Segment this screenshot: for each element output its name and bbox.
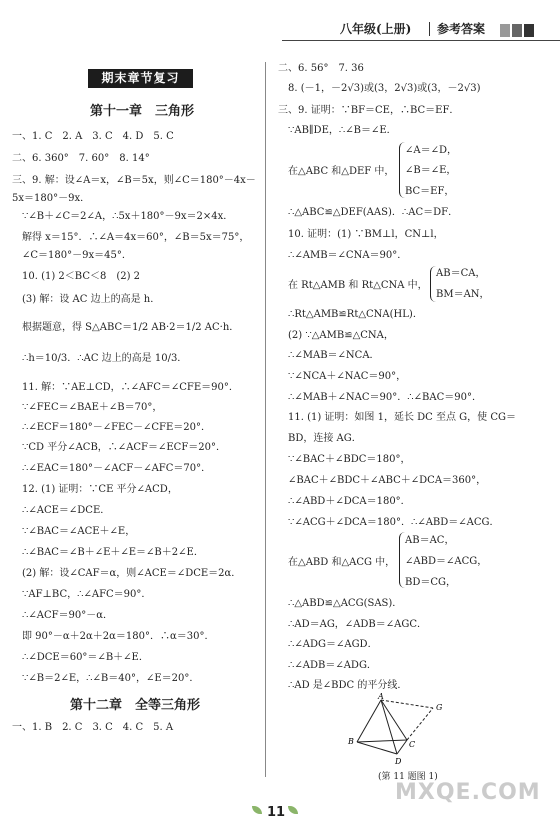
answer-line: ∴AD＝AG，∠ADB＝∠AGC． <box>288 619 428 630</box>
answer-line: ∠C＝180°－9x＝45°． <box>22 250 132 261</box>
answer-line: ∴∠BAC＝∠B＋∠E＋∠E＝∠B＋2∠E． <box>22 547 204 558</box>
system-line: AB＝CA， <box>436 268 486 279</box>
answer-line: ∴∠ABD＋∠DCA＝180°． <box>288 496 411 507</box>
answer-line: ∴∠ADB＝∠ADG． <box>288 660 377 671</box>
segment-dc <box>397 740 407 754</box>
label-b: B <box>348 737 354 746</box>
answer-line: 一、1. C 2. A 3. C 4. D 5. C <box>12 131 174 142</box>
answer-line: ∴Rt△AMB≌Rt△CNA(HL)． <box>288 309 423 320</box>
answer-line: ∵∠BAC＋∠BDC＝180°， <box>288 454 411 465</box>
leaf-icon <box>252 806 262 814</box>
label-g: G <box>436 703 443 712</box>
page-number: 11 <box>267 805 286 820</box>
header-rule <box>282 40 560 41</box>
segment-cg <box>407 708 433 740</box>
answer-line: ∴∠DCE＝60°＝∠B＋∠E． <box>22 652 149 663</box>
answer-line: 10. (1) 2＜BC＜8 (2) 2 <box>22 271 141 282</box>
answer-line: ∵∠NCA＋∠NAC＝90°， <box>288 371 407 382</box>
answer-line: ∵∠BAC＝∠ACE＋∠E， <box>22 526 136 537</box>
answer-line: BD，连接 AG． <box>288 433 362 444</box>
system-line: BC＝EF， <box>405 186 455 197</box>
system-line: ∠B＝∠E， <box>405 165 457 176</box>
answer-line: 在△ABC 和△DEF 中， <box>288 166 395 177</box>
segment-bd <box>357 742 397 754</box>
answer-line: ∴∠ACF＝90°－α． <box>22 610 114 621</box>
system-line: ∠A＝∠D， <box>405 145 457 156</box>
answer-line: 三、9. 解：设∠A＝x，∠B＝5x，则∠C＝180°－4x－ <box>12 175 256 186</box>
answer-line: ∴h＝10/3．∴AC 边上的高是 10/3． <box>22 353 188 364</box>
answer-line: 一、1. B 2. C 3. C 4. C 5. A <box>12 722 174 733</box>
answer-line: 8. (－1，－2√3)或(3，2√3)或(3，－2√3) <box>288 83 481 94</box>
answer-line: ∴AD 是∠BDC 的平分线． <box>288 680 408 691</box>
answer-line: ∵AB∥DE，∴∠B＝∠E． <box>288 125 397 136</box>
geometry-figure <box>345 692 465 768</box>
answer-line: ∴∠ECF＝180°－∠FEC－∠CFE＝20°． <box>22 422 211 433</box>
answer-line: 11. 解：∵AE⊥CD，∴∠AFC＝∠CFE＝90°． <box>22 382 239 393</box>
label-a: A <box>378 692 384 701</box>
chapter-11-title: 第十一章 三角形 <box>90 104 195 119</box>
answer-line: 二、6. 56° 7. 36 <box>278 63 364 74</box>
label-d: D <box>395 757 402 766</box>
answer-line: ∴∠MAB＋∠NAC＝90°．∴∠BAC＝90°． <box>288 392 482 403</box>
answer-line: 三、9. 证明：∵BF＝CE，∴BC＝EF． <box>278 105 460 116</box>
answer-line: ∵∠B＋∠C＝2∠A，∴5x＋180°－9x＝2×4x． <box>22 211 234 222</box>
section-title: 期末章节复习 <box>88 69 193 88</box>
header-decoration-bars <box>500 22 536 41</box>
column-divider <box>265 62 266 777</box>
segment-bc <box>357 740 407 742</box>
answer-line: ∴∠AMB＝∠CNA＝90°． <box>288 250 408 261</box>
watermark: MXQE.COM <box>395 780 541 805</box>
answer-line: 二、6. 360° 7. 60° 8. 14° <box>12 153 150 164</box>
answer-line: ∴△ABC≌△DEF(AAS)．∴AC＝DF． <box>288 207 459 218</box>
answer-line: 12. (1) 证明：∵CE 平分∠ACD， <box>22 484 178 495</box>
segment-ab <box>357 700 381 742</box>
segment-ad <box>381 700 397 754</box>
answer-line: 5x＝180°－9x． <box>12 193 91 204</box>
header-grade: 八年级(上册) <box>340 22 412 36</box>
answer-line: ∵CD 平分∠ACB，∴∠ACF＝∠ECF＝20°． <box>22 442 226 453</box>
system-line: AB＝AC， <box>405 535 455 546</box>
answer-line: 在△ABD 和△ACG 中， <box>288 557 396 568</box>
label-c: C <box>409 740 416 749</box>
answer-line: ∵∠B＝2∠E，∴∠B＝40°，∠E＝20°． <box>22 673 200 684</box>
chapter-12-title: 第十二章 全等三角形 <box>70 698 201 713</box>
answer-line: (3) 解：设 AC 边上的高是 h． <box>22 294 161 305</box>
system-line: BM＝AN， <box>436 289 490 300</box>
answer-line: 即 90°－α＋2α＋2α＝180°．∴α＝30°． <box>22 631 215 642</box>
answer-line: ∴△ABD≌△ACG(SAS)． <box>288 598 403 609</box>
header-separator <box>429 22 430 36</box>
answer-line: (2) 解：设∠CAF＝α，则∠ACE＝∠DCE＝2α． <box>22 568 242 579</box>
answer-line: ∠BAC＋∠BDC＋∠ABC＋∠DCA＝360°， <box>288 475 487 486</box>
segment-ac <box>381 700 407 740</box>
header-answers: 参考答案 <box>437 22 486 36</box>
answer-line: 在 Rt△AMB 和 Rt△CNA 中， <box>288 280 428 291</box>
answer-line: ∵∠ACG＋∠DCA＝180°．∴∠ABD＝∠ACG． <box>288 517 500 528</box>
system-line: ∠ABD＝∠ACG， <box>405 556 488 567</box>
answer-line: ∴∠EAC＝180°－∠ACF－∠AFC＝70°． <box>22 463 212 474</box>
segment-ag <box>381 700 433 708</box>
figure-caption: (第 11 题图 1) <box>378 772 438 782</box>
answer-line: (2) ∵△AMB≌△CNA， <box>288 330 394 341</box>
answer-line: 11. (1) 证明：如图 1，延长 DC 至点 G，使 CG＝ <box>288 412 516 423</box>
answer-line: 解得 x＝15°．∴∠A＝4x＝60°，∠B＝5x＝75°， <box>22 232 250 243</box>
answer-line: 根据题意，得 S△ABC＝1/2 AB·2＝1/2 AC·h． <box>22 322 240 333</box>
answer-line: ∵∠FEC＝∠BAE＋∠B＝70°， <box>22 402 163 413</box>
answer-line: ∴∠MAB＝∠NCA． <box>288 350 380 361</box>
answer-line: 10. 证明：(1) ∵BM⊥l，CN⊥l， <box>288 229 444 240</box>
answer-line: ∴∠ADG＝∠AGD． <box>288 639 378 650</box>
answer-line: ∵AF⊥BC，∴∠AFC＝90°． <box>22 589 152 600</box>
system-line: BD＝CG， <box>405 577 457 588</box>
answer-line: ∴∠ACE＝∠DCE． <box>22 505 111 516</box>
leaf-icon <box>288 806 298 814</box>
